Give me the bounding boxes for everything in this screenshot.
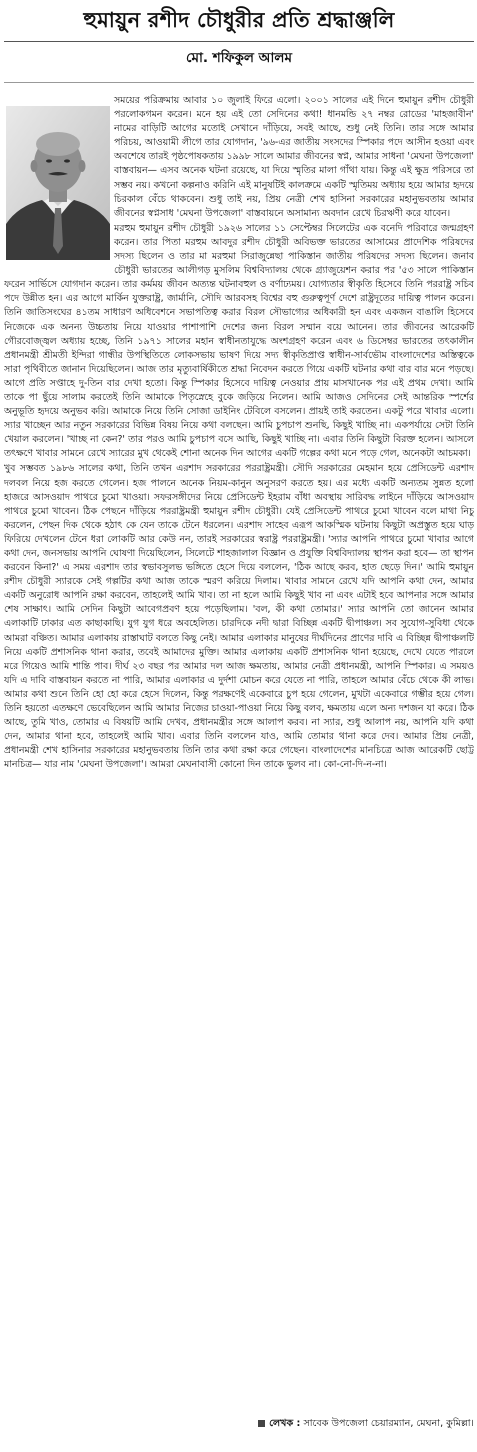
- article-byline: মো. শফিকুল আলম: [186, 50, 292, 66]
- article: [4, 0, 474, 1452]
- article-headline: হুমায়ুন রশীদ চৌধুরীর প্রতি শ্রদ্ধাঞ্জলি: [83, 7, 395, 32]
- article-paragraph-1: সময়ের পরিক্রমায় আবার ১০ জুলাই ফিরে এলো। ২০০১ সালের এই দিনে হুমায়ুন রশীদ চৌধুরী পরলোকগমন করেন। মনে হয় এই তো সেদিনের কথা! ধানমন্ডি ২৭ নম্বর রোডের 'মাহজাবীন' নামের বাড়িটি আগের মতোই সেখানে দাঁড়িয়ে, সবই আছে, শুধু নেই তিনি। তার সঙ্গে আমার পরিচয়, আওয়ামী লীগে তার যোগদান, '৯৬-এর জাতীয় সংসদের স্পিকার পদে আসীন হওয়া এবং অবশেষে তারই পৃষ্ঠপোষকতায় ১৯৯৮ সালে আমার জীবনের স্বপ্ন, আমার সাধনা 'মেঘনা উপজেলা' বাস্তবায়ন— এসব অনেক ঘটনা রয়েছে, যা দিয়ে স্মৃতির মালা গাঁথা যায়। কিন্তু এই ক্ষুদ্র পরিসরে তা সম্ভব নয়। কখনো কল্পনাও করিনি এই মানুষটিই কালক্রমে একটি স্মৃতিময় অধ্যায় হয়ে আমার হৃদয়ে চিরকাল বেঁচে থাকবেন। শুধু তাই নয়, প্রিয় নেত্রী শেখ হাসিনা সরকারের মহানুভবতায় আমার জীবনের স্বপ্নসাধ 'মেঘনা উপজেলা' বাস্তবায়নে অসামান্য অবদান রেখে চিরঋণী করে যাবেন।: [114, 95, 474, 219]
- article-body: [4, 94, 474, 1399]
- article-paragraph-3: খুব সম্ভবত ১৯৮৬ সালের কথা, তিনি তখন এরশাদ সরকারের পররাষ্ট্রমন্ত্রী। সৌদি সরকারের মেহমান হয়ে প্রেসিডেন্ট এরশাদ দলবল নিয়ে হজ করতে গেলেন। হজ পালনে অনেক নিয়ম-কানুন অনুসরণ করতে হয়। এর মধ্যে একটি অন্যতম সুন্নত হলো হাজরে আসওয়াদ পাথরে চুমো খাওয়া। সফরসঙ্গীদের নিয়ে প্রেসিডেন্ট ইহরাম বাঁধা অবস্থায় সারিবদ্ধ লাইনে দাঁড়িয়ে আসওয়াদ পাথরে চুমো খাবেন। ঠিক পেছনে দাঁড়িয়ে পররাষ্ট্রমন্ত্রী হুমায়ুন রশীদ চৌধুরী। যেই প্রেসিডেন্ট পাথরে চুমো খাবেন বলে মাথা নিচু করলেন, পেছন দিক থেকে হঠাৎ কে যেন তাকে টেনে ধরলেন। এরশাদ সাহেব এরূপ আকস্মিক ঘটনায় কিছুটা অপ্রস্তুত হয়ে ঘাড় ফিরিয়ে দেখলেন টেনে ধরা লোকটি আর কেউ নন, তারই সরকারের স্বরাষ্ট্র পররাষ্ট্রমন্ত্রী। 'স্যার আপনি পাথরে চুমো খাবার আগে কথা দেন, জনসভায় আপনি ঘোষণা দিয়েছিলেন, সিলেটে শাহজালাল বিজ্ঞান ও প্রযুক্তি বিশ্ববিদ্যালয় স্থাপন করা হবে— তা স্থাপন করবেন কিনা?' এ সময় এরশাদ তার স্বভাবসুলভ ভঙ্গিতে হেসে দিয়ে বললেন, 'ঠিক আছে করব, হাত ছেড়ে দিন।' আমি হুমায়ুন রশীদ চৌধুরী স্যারকে সেই গল্পটির কথা আজ তাকে স্মরণ করিয়ে দিলাম। খাবার সামনে রেখে যদি আপনি কথা দেন, আমার একটি অনুরোধ আপনি রক্ষা করবেন, তাহলেই আমি খাব। তা না হলে আমি কিছুই খাব না এবং এটাই হবে আপনার সঙ্গে আমার শেষ সাক্ষাৎ। আমি সেদিন কিছুটা আবেগপ্রবণ হয়ে পড়েছিলাম। 'বল, কী কথা তোমার।' স্যার আপনি তো জানেন আমার এলাকাটি ঢাকার এত কাছাকাছি। যুগ যুগ ধরে অবহেলিত। চারদিকে নদী দ্বারা বিচ্ছিন্ন একটি দ্বীপাঞ্চল। সব সুযোগ-সুবিধা থেকে আমরা বঞ্চিত। আমার এলাকায় রাস্তাঘাট বলতে কিছু নেই। আমার এলাকার মানুষের দীর্ঘদিনের প্রাণের দাবি এ বিচ্ছিন্ন দ্বীপাঞ্চলটি নিয়ে একটি প্রশাসনিক থানা করার, তবেই আমাদের মুক্তি। আমার এলাকায় একটি প্রশাসনিক থানা হয়েছে, দেখে যেতে পারলে মরে গিয়েও আমি শান্তি পাব। দীর্ঘ ২৩ বছর পর আমার দল আজ ক্ষমতায়, আমার নেত্রী প্রধানমন্ত্রী, আপনি স্পিকার। এ সময়ও যদি এ দাবি বাস্তবায়ন করতে না পারি, আমার এলাকার এ দুর্দশা মোচন করে যেতে না পারি, তাহলে আমার বেঁচে থেকে কী লাভ। আমার কথা শুনে তিনি হো হো করে হেসে দিলেন, কিন্তু পরক্ষণেই একেবারে চুপ হয়ে গেলেন, মুখটা একেবারে গম্ভীর হয়ে গেল। তিনি হয়তো এতক্ষণে ভেবেছিলেন আমি আমার নিজের চাওয়া-পাওয়া নিয়ে কিছু বলব, ক্ষমতায় এলে অন্য দশজন যা করে। ঠিক আছে, তুমি খাও, তোমার এ বিষয়টি আমি দেখব, প্রধানমন্ত্রীর সঙ্গে আলাপ করব। না স্যার, শুধু আলাপ নয়, আপনি যদি কথা দেন, আমার থানা হবে, তাহলেই আমি খাব। এবার তিনি বললেন যাও, আমি তোমার থানা করে দেব। আমার প্রিয় নেত্রী, প্রধানমন্ত্রী শেখ হাসিনার সরকারের মহানুভবতায় তিনি তার কথা রক্ষা করে গেছেন। বাংলাদেশের মানচিত্রে আজ আরেকটি ছোট্ট মানচিত্র— যার নাম 'মেঘনা উপজেলা'। আমরা মেঘনাবাসী কোনো দিন তাকে ভুলব না। কো-নো-দি-ন-না।: [4, 463, 474, 771]
- author-credit-label: লেখক :: [269, 1418, 301, 1429]
- author-credit: [4, 1416, 474, 1432]
- headline-divider: [4, 41, 474, 42]
- bullet-square-icon: [258, 1420, 265, 1427]
- byline-divider: [4, 82, 474, 83]
- author-credit-text: সাবেক উপজেলা চেয়ারম্যান, মেঘনা, কুমিল্লা।: [303, 1418, 474, 1429]
- photo-wrap-space: [4, 94, 114, 266]
- article-paragraph-2: মরহুম হুমায়ুন রশীদ চৌধুরী ১৯২৬ সালের ১১ সেপ্টেম্বর সিলেটের এক বনেদি পরিবারে জন্মগ্রহণ করেন। তার পিতা মরহুম আবদুর রশীদ চৌধুরী অবিভক্ত ভারতের আসামের প্রাদেশিক পরিষদের সদস্য ছিলেন ও তার মা মরহুমা সিরাজুন্নেছা পাকিস্তান জাতীয় পরিষদের সদস্য ছিলেন। জনাব চৌধুরী ভারতের আলীগড় মুসলিম বিশ্ববিদ্যালয় থেকে গ্র্যাজুয়েশন করার পর '৫৩ সালে পাকিস্তান ফরেন সার্ভিসে যোগদান করেন। তার কর্মময় জীবন অত্যন্ত ঘটনাবহুল ও বর্ণাঢ্যময়। যোগ্যতার স্বীকৃতি হিসেবে তিনি পররাষ্ট্র সচিব পদে উন্নীত হন। এর আগে মার্কিন যুক্তরাষ্ট্র, জার্মানি, সৌদি আরবসহ বিশ্বের বহু গুরুত্বপূর্ণ দেশে রাষ্ট্রদূতের দায়িত্ব পালন করেন। তিনি জাতিসংঘের ৪১তম সাধারণ অধিবেশনে সভাপতিত্ব করার বিরল সৌভাগ্যের অধিকারী হন এবং একজন বাঙালি হিসেবে নিজেকে এক অনন্য উচ্চতায় নিয়ে যাওয়ার পাশাপাশি দেশের জন্য বিরল সম্মান বয়ে আনেন। তার জীবনের আরেকটি গৌরবোজ্জ্বল অধ্যায় হচ্ছে, তিনি ১৯৭১ সালের মহান স্বাধীনতাযুদ্ধে অংশগ্রহণ করেন এবং ৬ ডিসেম্বর ভারতের তৎকালীন প্রধানমন্ত্রী শ্রীমতী ইন্দিরা গান্ধীর উপস্থিতিতে লোকসভায় ভাষণ দিয়ে সদ্য স্বীকৃতিপ্রাপ্ত স্বাধীন-সার্বভৌম বাংলাদেশের অস্তিত্বকে সারা পৃথিবীতে জানান দিয়েছিলেন। আজ তার মৃত্যুবার্ষিকীতে শ্রদ্ধা নিবেদন করতে গিয়ে একটি ঘটনার কথা বার বার মনে পড়ছে। আগে প্রতি সপ্তাহে দু-তিন বার দেখা হতো। কিন্তু স্পিকার হিসেবে দায়িত্ব নেওয়ার প্রায় মাসখানেক পর এই প্রথম দেখা। আমি তাকে পা ছুঁয়ে সালাম করতেই তিনি আমাকে পিতৃস্নেহে বুকে জড়িয়ে নিলেন। আমি আজও সেদিনের সেই আন্তরিক স্পর্শের অনুভূতি হৃদয়ে অনুভব করি। আমাকে নিয়ে তিনি সোজা ডাইনিং টেবিলে বসলেন। প্রায়ই তাই করতেন। একটু পরে খাবার এলো। স্যার খাচ্ছেন আর নতুন সরকারের বিভিন্ন বিষয় নিয়ে কথা বলছেন। আমি চুপচাপ শুনছি, কিছুই খাচ্ছি না। একপর্যায়ে সেটা তিনি খেয়াল করলেন। 'খাচ্ছ না কেন?' তার পরও আমি চুপচাপ বসে আছি, কিছুই খাচ্ছি না। এবার তিনি কিছুটা বিরক্ত হলেন। আসলে তৎক্ষণে খাবার সামনে রেখে স্যারের মুখ থেকেই শোনা অনেক দিন আগের একটি গল্পের কথা মনে পড়ে গেল, অনেকটা আচমকা।: [4, 222, 474, 460]
